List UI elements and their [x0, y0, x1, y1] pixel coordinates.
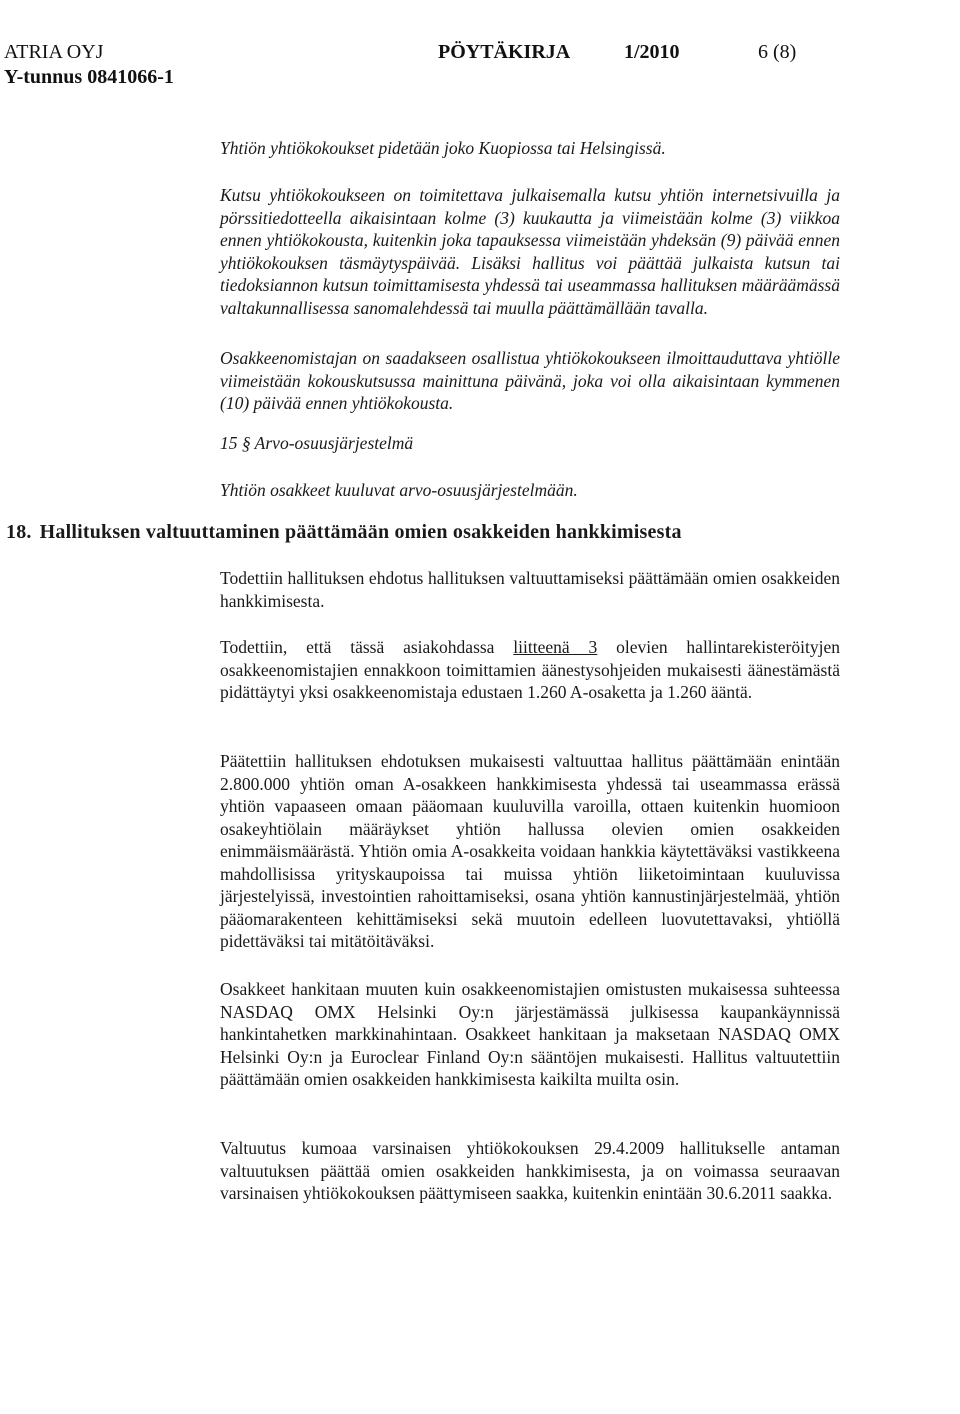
document-type: PÖYTÄKIRJA — [438, 41, 571, 63]
section-number: 18. — [6, 521, 32, 543]
registration-paragraph: Osakkeenomistajan on saadakseen osallistua yhtiökokoukseen ilmoittauduttava yhtiölle viimeistään kokouskutsussa mainittuna päivänä, joka voi olla aikaisintaan kymmenen (10) päivää ennen yhtiökokousta. — [220, 348, 840, 413]
book-entry-paragraph: Yhtiön osakkeet kuuluvat arvo-osuusjärjestelmään. — [220, 480, 578, 500]
section-title: Hallituksen valtuuttaminen päättämään omien osakkeiden hankkimisesta — [39, 521, 682, 543]
paragraph-text: Todettiin, että tässä asiakohdassa — [220, 637, 514, 657]
page-number: 6 (8) — [758, 41, 797, 63]
article-15-heading: 15 § Arvo-osuusjärjestelmä — [220, 433, 414, 453]
section-18-heading — [6, 521, 690, 544]
voting-abstention-paragraph — [220, 636, 840, 704]
proposal-noted-paragraph: Todettiin hallituksen ehdotus hallituksen valtuuttamiseksi päättämään omien osakkeiden hankkimisesta. — [220, 568, 840, 611]
business-id: Y-tunnus 0841066-1 — [4, 66, 174, 88]
meeting-location-paragraph: Yhtiön yhtiökokoukset pidetään joko Kuopiossa tai Helsingissä. — [220, 138, 666, 158]
paragraph-text: olevien hallintarekisteröityjen osakkeenomistajien ennakkoon toimittamien äänestysohjeiden mukaisesti äänestämästä pidättäytyi yksi osakkeenomistaja edustaen 1.260 A-osaketta ja 1.260 ääntä. — [220, 637, 840, 702]
meeting-notice-paragraph: Kutsu yhtiökokoukseen on toimitettava julkaisemalla kutsu yhtiön internetsivuilla ja pörssitiedotteella aikaisintaan kolme (3) kuukautta ja viimeistään kolme (3) viikkoa ennen yhtiökokousta, kuitenkin joka tapauksessa viimeistään yhdeksän (9) päivää ennen yhtiökokouksen täsmäytyspäivää. Lisäksi hallitus voi päättää julkaista kutsun tai tiedoksiannon kutsun toimittamisesta yhdessä tai useammassa hallituksen määräämässä valtakunnallisessa sanomalehdessä tai muulla päättämällään tavalla. — [220, 185, 840, 318]
authorization-decision-paragraph: Päätettiin hallituksen ehdotuksen mukaisesti valtuuttaa hallitus päättämään enintään 2.800.000 yhtiön oman A-osakkeen hankkimisesta yhdessä tai useammassa erässä yhtiön vapaaseen omaan pääomaan kuuluvilla varoilla, ottaen kuitenkin huomioon osakeyhtiölain määräykset yhtiön hallussa olevien omien osakkeiden enimmäismäärästä. Yhtiön omia A-osakkeita voidaan hankkia käytettäväksi vastikkeena mahdollisissa yrityskaupoissa tai muissa yhtiön liiketoimintaan kuuluvissa järjestelyissä, investointien rahoittamiseksi, osana yhtiön kannustinjärjestelmää, yhtiön pääomarakenteen kehittämiseksi sekä muutoin edelleen luovutettavaksi, yhtiöllä pidettäväksi tai mitätöitäväksi. — [220, 751, 840, 951]
document-number: 1/2010 — [624, 41, 680, 63]
appendix-reference: liitteenä 3 — [513, 637, 598, 657]
acquisition-method-paragraph: Osakkeet hankitaan muuten kuin osakkeenomistajien omistusten mukaisessa suhteessa NASDAQ OMX Helsinki Oy:n järjestämässä julkisessa kaupankäynnissä hankintahetken markkinahintaan. Osakkeet hankitaan ja maksetaan NASDAQ OMX Helsinki Oy:n ja Euroclear Finland Oy:n sääntöjen mukaisesti. Hallitus valtuutettiin päättämään omien osakkeiden hankkimisesta kaikilta muilta osin. — [220, 979, 840, 1089]
validity-paragraph: Valtuutus kumoaa varsinaisen yhtiökokouksen 29.4.2009 hallitukselle antaman valtuutuksen päättää omien osakkeiden hankkimisesta, ja on voimassa seuraavan varsinaisen yhtiökokouksen päättymiseen saakka, kuitenkin enintään 30.6.2011 saakka. — [220, 1138, 840, 1203]
company-name: ATRIA OYJ — [4, 41, 104, 63]
